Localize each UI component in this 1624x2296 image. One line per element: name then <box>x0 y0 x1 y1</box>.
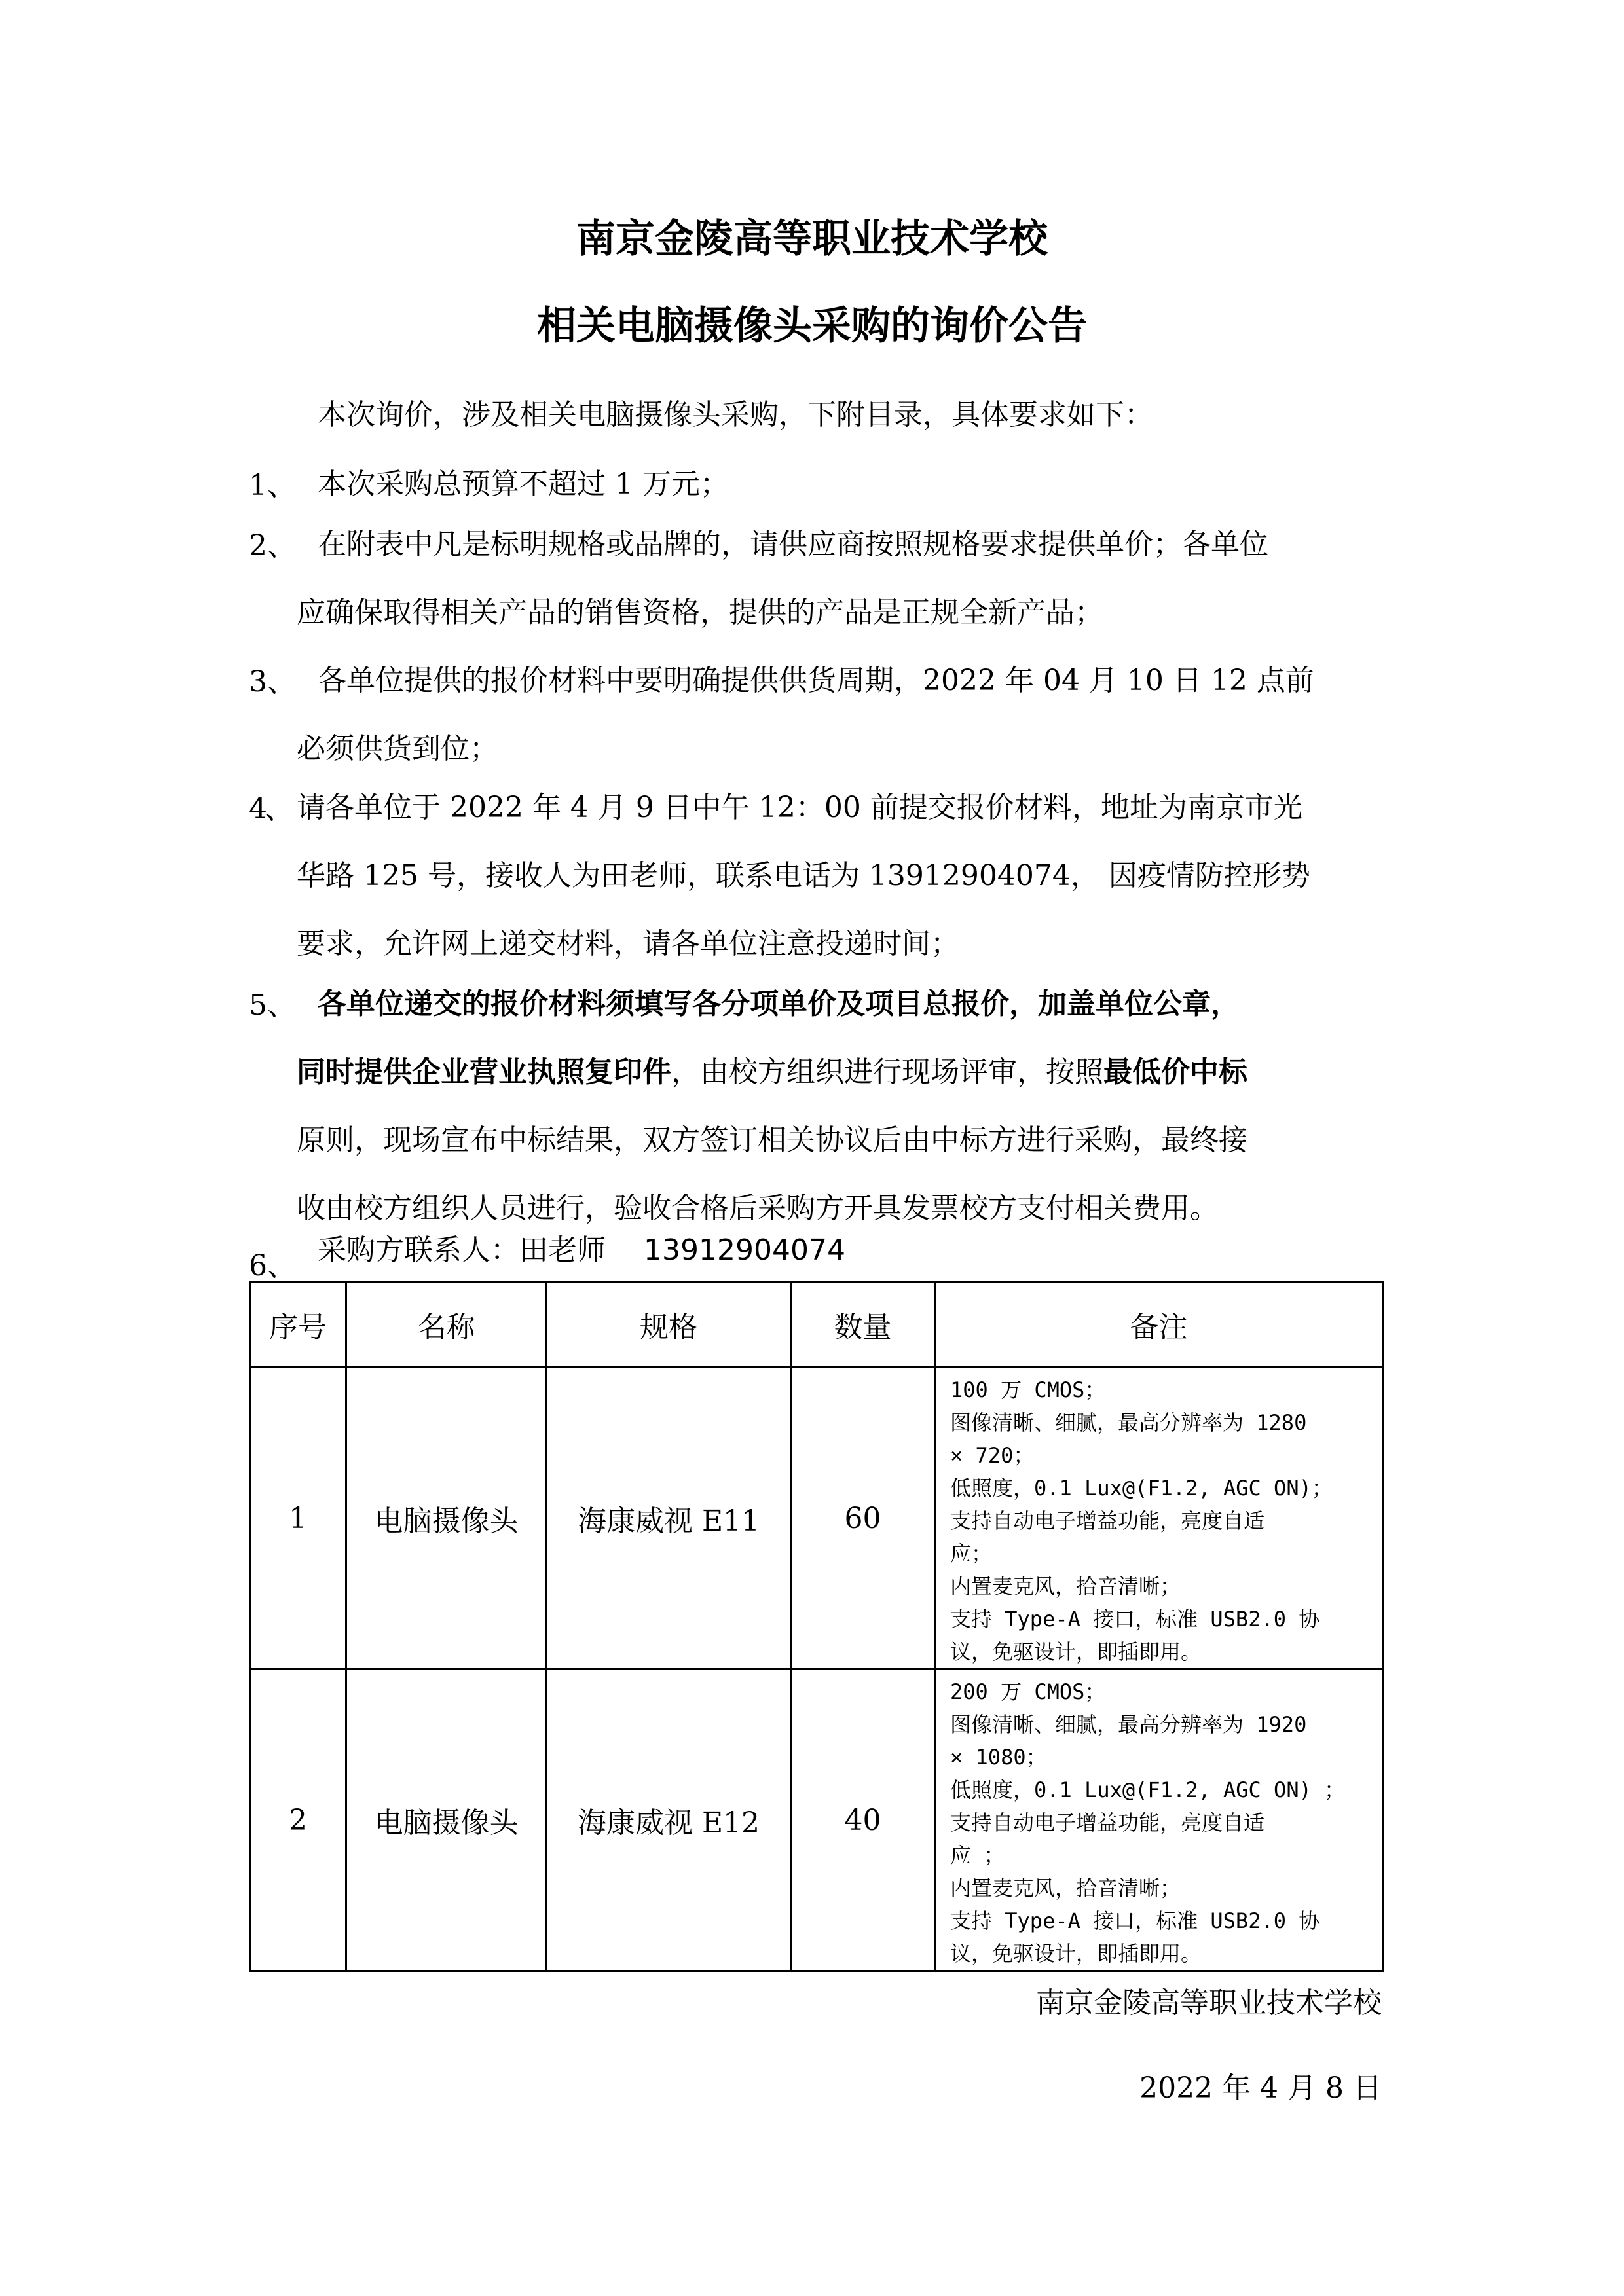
cell-seq: 1 <box>250 1368 346 1669</box>
item-number: 1、 <box>249 469 296 502</box>
requirement-item-5 <box>249 970 1388 1243</box>
requirement-item-3 <box>249 647 1388 783</box>
header-seq: 序号 <box>250 1282 346 1368</box>
requirement-item-1 <box>249 450 1388 519</box>
contact-phone: 13912904074 <box>644 1233 845 1267</box>
item-text: 要求，允许网上递交材料，请各单位注意投递时间； <box>297 927 959 960</box>
requirement-item-2 <box>249 511 1388 647</box>
cell-remarks <box>935 1368 1383 1669</box>
cell-qty: 60 <box>791 1368 935 1669</box>
header-qty: 数量 <box>791 1282 935 1368</box>
remark-line: 内置麦克风，拾音清晰； <box>950 1876 1181 1901</box>
header-spec: 规格 <box>547 1282 791 1368</box>
item-text: 请各单位于 2022 年 4 月 9 日中午 12：00 前提交报价材料，地址为南京市光 <box>297 791 1302 824</box>
item-number: 6、 <box>249 1249 296 1283</box>
cell-name: 电脑摄像头 <box>346 1669 547 1971</box>
remark-line: × 1080； <box>950 1745 1047 1770</box>
remark-line: 200 万 CMOS； <box>950 1679 1106 1704</box>
item-text-bold: 各单位递交的报价材料须填写各分项单价及项目总报价，加盖单位公章， <box>318 987 1240 1021</box>
header-remarks: 备注 <box>935 1282 1383 1368</box>
remark-line: 低照度，0.1 Lux@(F1.2, AGC ON)； <box>950 1476 1333 1501</box>
remark-line: 支持 Type-A 接口，标准 USB2.0 协 <box>950 1607 1320 1631</box>
cell-seq: 2 <box>250 1669 346 1971</box>
remark-line: 内置麦克风，拾音清晰； <box>950 1574 1181 1599</box>
cell-name: 电脑摄像头 <box>346 1368 547 1669</box>
document-title-line-1: 南京金陵高等职业技术学校 <box>576 216 1048 262</box>
remark-line: 应 ； <box>950 1843 1005 1868</box>
item-text: 在附表中凡是标明规格或品牌的，请供应商按照规格要求提供单价；各单位 <box>318 528 1268 561</box>
item-text-bold: 最低价中标 <box>1103 1055 1247 1089</box>
intro-paragraph: 本次询价，涉及相关电脑摄像头采购，下附目录，具体要求如下： <box>318 398 1153 431</box>
contact-line <box>249 1231 1388 1270</box>
remark-line: 支持自动电子增益功能，亮度自适 <box>950 1508 1265 1533</box>
cell-remarks <box>935 1669 1383 1971</box>
remark-line: 支持自动电子增益功能，亮度自适 <box>950 1810 1265 1835</box>
remark-line: × 720； <box>950 1443 1035 1468</box>
item-number: 3、 <box>249 665 296 699</box>
item-text: 应确保取得相关产品的销售资格，提供的产品是正规全新产品； <box>297 596 1103 629</box>
contact-label: 采购方联系人：田老师 <box>318 1233 606 1267</box>
item-text-mixed <box>249 1038 1388 1106</box>
procurement-table <box>249 1281 1384 1972</box>
item-number: 4、 <box>249 792 291 826</box>
remark-line: 支持 Type-A 接口，标准 USB2.0 协 <box>950 1908 1320 1933</box>
item-text: 原则，现场宣布中标结果，双方签订相关协议后由中标方进行采购，最终接 <box>297 1123 1247 1157</box>
remark-line: 图像清晰、细腻，最高分辨率为 1920 <box>950 1712 1307 1737</box>
item-text: 各单位提供的报价材料中要明确提供供货周期，2022 年 04 月 10 日 12 点前 <box>318 664 1314 697</box>
remark-line: 议，免驱设计，即插即用。 <box>950 1941 1202 1966</box>
signature-organization: 南京金陵高等职业技术学校 <box>1036 1986 1382 2020</box>
remark-line: 100 万 CMOS； <box>950 1377 1106 1402</box>
table-row <box>250 1669 1383 1971</box>
item-text: ，由校方组织进行现场评审，按照 <box>671 1055 1103 1089</box>
requirement-item-6 <box>249 1231 1388 1283</box>
remark-line: 图像清晰、细腻，最高分辨率为 1280 <box>950 1410 1307 1435</box>
cell-qty: 40 <box>791 1669 935 1971</box>
item-text: 收由校方组织人员进行，验收合格后采购方开具发票校方支付相关费用。 <box>297 1192 1219 1225</box>
signature-date: 2022 年 4 月 8 日 <box>1139 2071 1382 2105</box>
document-title-line-2: 相关电脑摄像头采购的询价公告 <box>537 303 1087 349</box>
cell-spec: 海康威视 E11 <box>547 1368 791 1669</box>
item-text: 必须供货到位； <box>297 732 498 765</box>
remark-line: 应； <box>950 1541 993 1566</box>
table-row <box>250 1368 1383 1669</box>
remark-line: 低照度，0.1 Lux@(F1.2, AGC ON) ； <box>950 1777 1346 1802</box>
item-text-bold: 同时提供企业营业执照复印件 <box>297 1055 671 1089</box>
item-number: 5、 <box>249 989 296 1022</box>
table-header-row <box>250 1282 1383 1368</box>
header-name: 名称 <box>346 1282 547 1368</box>
item-text: 华路 125 号，接收人为田老师，联系电话为 13912904074， 因疫情防控形势 <box>297 859 1310 892</box>
cell-spec: 海康威视 E12 <box>547 1669 791 1971</box>
item-text: 本次采购总预算不超过 1 万元； <box>318 467 729 501</box>
requirement-item-4 <box>249 774 1388 978</box>
item-number: 2、 <box>249 529 296 562</box>
remark-line: 议，免驱设计，即插即用。 <box>950 1639 1202 1664</box>
